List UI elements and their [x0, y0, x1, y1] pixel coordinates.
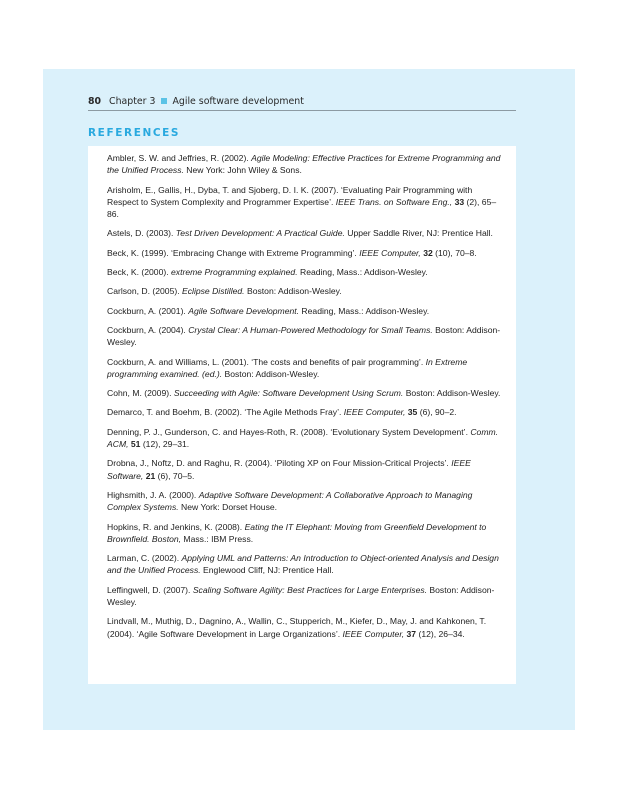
reference-text: Comm. ACM, [107, 426, 499, 450]
reference-text: In Extreme programming examined. (ed.). [107, 356, 468, 379]
reference-entry [107, 152, 502, 177]
reference-text: Denning, P. J., Gunderson, C. and Hayes-Roth, R. (2008). ‘Evolutionary System Development’. [107, 426, 471, 437]
reference-text: New York: John Wiley & Sons. [183, 165, 302, 176]
reference-text: Crystal Clear: A Human-Powered Methodology for Small Teams. [188, 324, 433, 335]
chapter-label: Chapter 3 [109, 96, 156, 107]
reference-text: Arisholm, E., Gallis, H., Dyba, T. and Sjoberg, D. I. K. (2007). ‘Evaluating Pair Programming with Respect to System Complexity and Programmer Expertise’. [107, 184, 473, 207]
reference-text: Ambler, S. W. and Jeffries, R. (2002). [107, 153, 252, 163]
reference-text: Boston: Addison-Wesley. [107, 584, 495, 608]
reference-entry [107, 521, 502, 546]
reference-text: Highsmith, J. A. (2000). [107, 489, 199, 500]
reference-text: IEEE Software, [107, 458, 471, 481]
reference-text: 21 [145, 470, 156, 481]
reference-text: (6), 90–2. [417, 407, 457, 418]
reference-entry [107, 552, 502, 577]
reference-text: Eating the IT Elephant: Moving from Greenfield Development to Brownfield. Boston, [107, 521, 487, 544]
reference-text: Carlson, D. (2005). [107, 286, 182, 297]
reference-text: Eclipse Distilled. [182, 286, 245, 297]
reference-text: 32 [423, 247, 433, 258]
reference-text: IEEE Computer, [343, 407, 406, 418]
reference-text: Boston: Addison-Wesley. [107, 324, 501, 348]
page-number: 80 [88, 96, 102, 107]
reference-text: Beck, K. (1999). ‘Embracing Change with Extreme Programming’. [107, 247, 360, 258]
reference-entry [107, 356, 502, 381]
reference-text: Boston: Addison-Wesley. [222, 368, 320, 379]
running-header [88, 95, 516, 111]
page-panel [43, 69, 575, 730]
reference-text: Test Driven Development: A Practical Guide. [175, 228, 345, 239]
references-box [88, 146, 516, 684]
reference-text: Lindvall, M., Muthig, D., Dagnino, A., Wallin, C., Stupperich, M., Kiefer, D., May, J. and Kahkonen, T. (2004). ‘Agile Software Development in Large Organizations’. [107, 616, 487, 639]
reference-entry [107, 227, 502, 239]
reference-text: Agile Modeling: Effective Practices for Extreme Programming and the Unified Process. [107, 153, 501, 176]
reference-entry [107, 457, 502, 482]
reference-text: Upper Saddle River, NJ: Prentice Hall. [344, 228, 493, 239]
reference-text: Hopkins, R. and Jenkins, K. (2008). [107, 521, 245, 532]
reference-text: IEEE Trans. on Software Eng., [335, 196, 453, 207]
reference-entry [107, 324, 502, 349]
reference-text: Boston: Addison-Wesley. [244, 286, 342, 297]
reference-text: Larman, C. (2002). [107, 553, 182, 564]
reference-entry [107, 247, 502, 259]
reference-text: Agile Software Development. [188, 305, 300, 316]
reference-text: (2), 65–86. [107, 196, 497, 220]
reference-text: Cockburn, A. (2004). [107, 324, 189, 335]
reference-text: (12), 29–31. [140, 439, 190, 450]
reference-text: (6), 70–5. [155, 470, 195, 481]
reference-entry [107, 184, 502, 221]
reference-text: Demarco, T. and Boehm, B. (2002). ‘The Agile Methods Fray’. [107, 407, 344, 418]
reference-text: Reading, Mass.: Addison-Wesley. [297, 267, 428, 278]
chapter-title: Agile software development [172, 96, 304, 107]
reference-entry [107, 266, 502, 278]
reference-text: 37 [406, 628, 417, 639]
reference-text: Adaptive Software Development: A Collaborative Approach to Managing Complex Systems. [107, 489, 473, 513]
references-list [88, 146, 516, 640]
reference-text: Englewood Cliff, NJ: Prentice Hall. [200, 565, 334, 576]
reference-text: (12), 26–34. [416, 628, 465, 639]
reference-text: New York: Dorset House. [178, 502, 278, 513]
reference-text: Leffingwell, D. (2007). [107, 584, 193, 595]
reference-text: IEEE Computer, [359, 247, 421, 258]
reference-text: Cockburn, A. (2001). [107, 305, 189, 316]
reference-entry [107, 305, 502, 317]
reference-entry [107, 584, 502, 609]
reference-text: Mass.: IBM Press. [181, 533, 254, 544]
reference-text: Boston: Addison-Wesley. [403, 388, 501, 399]
reference-text: 35 [407, 407, 418, 418]
reference-entry [107, 426, 502, 451]
square-bullet-icon [161, 98, 167, 104]
reference-entry [107, 489, 502, 514]
reference-text: IEEE Computer, [342, 628, 405, 639]
reference-entry [107, 406, 502, 418]
reference-text: Applying UML and Patterns: An Introduction to Object-oriented Analysis and Design and the Unified Process. [107, 553, 499, 576]
reference-text: Cockburn, A. and Williams, L. (2001). ‘The costs and benefits of pair programming’. [107, 356, 426, 367]
reference-text: (10), 70–8. [432, 247, 477, 258]
reference-text: Beck, K. (2000). [107, 267, 172, 278]
reference-text: Cohn, M. (2009). [107, 388, 174, 399]
reference-entry [107, 615, 502, 640]
reference-text: 51 [130, 439, 141, 450]
reference-entry [107, 387, 502, 399]
reference-text: Astels, D. (2003). [107, 228, 176, 239]
reference-text: Drobna, J., Noftz, D. and Raghu, R. (2004). ‘Piloting XP on Four Mission-Critical Projects’. [107, 458, 452, 469]
reference-text: Succeeding with Agile: Software Development Using Scrum. [173, 388, 404, 399]
reference-text: extreme Programming explained. [171, 267, 298, 278]
reference-text: Scaling Software Agility: Best Practices for Large Enterprises. [192, 584, 428, 595]
reference-text: Reading, Mass.: Addison-Wesley. [299, 305, 430, 316]
reference-entry [107, 285, 502, 297]
section-title: REFERENCES [88, 127, 181, 139]
reference-text: 33 [454, 196, 465, 207]
